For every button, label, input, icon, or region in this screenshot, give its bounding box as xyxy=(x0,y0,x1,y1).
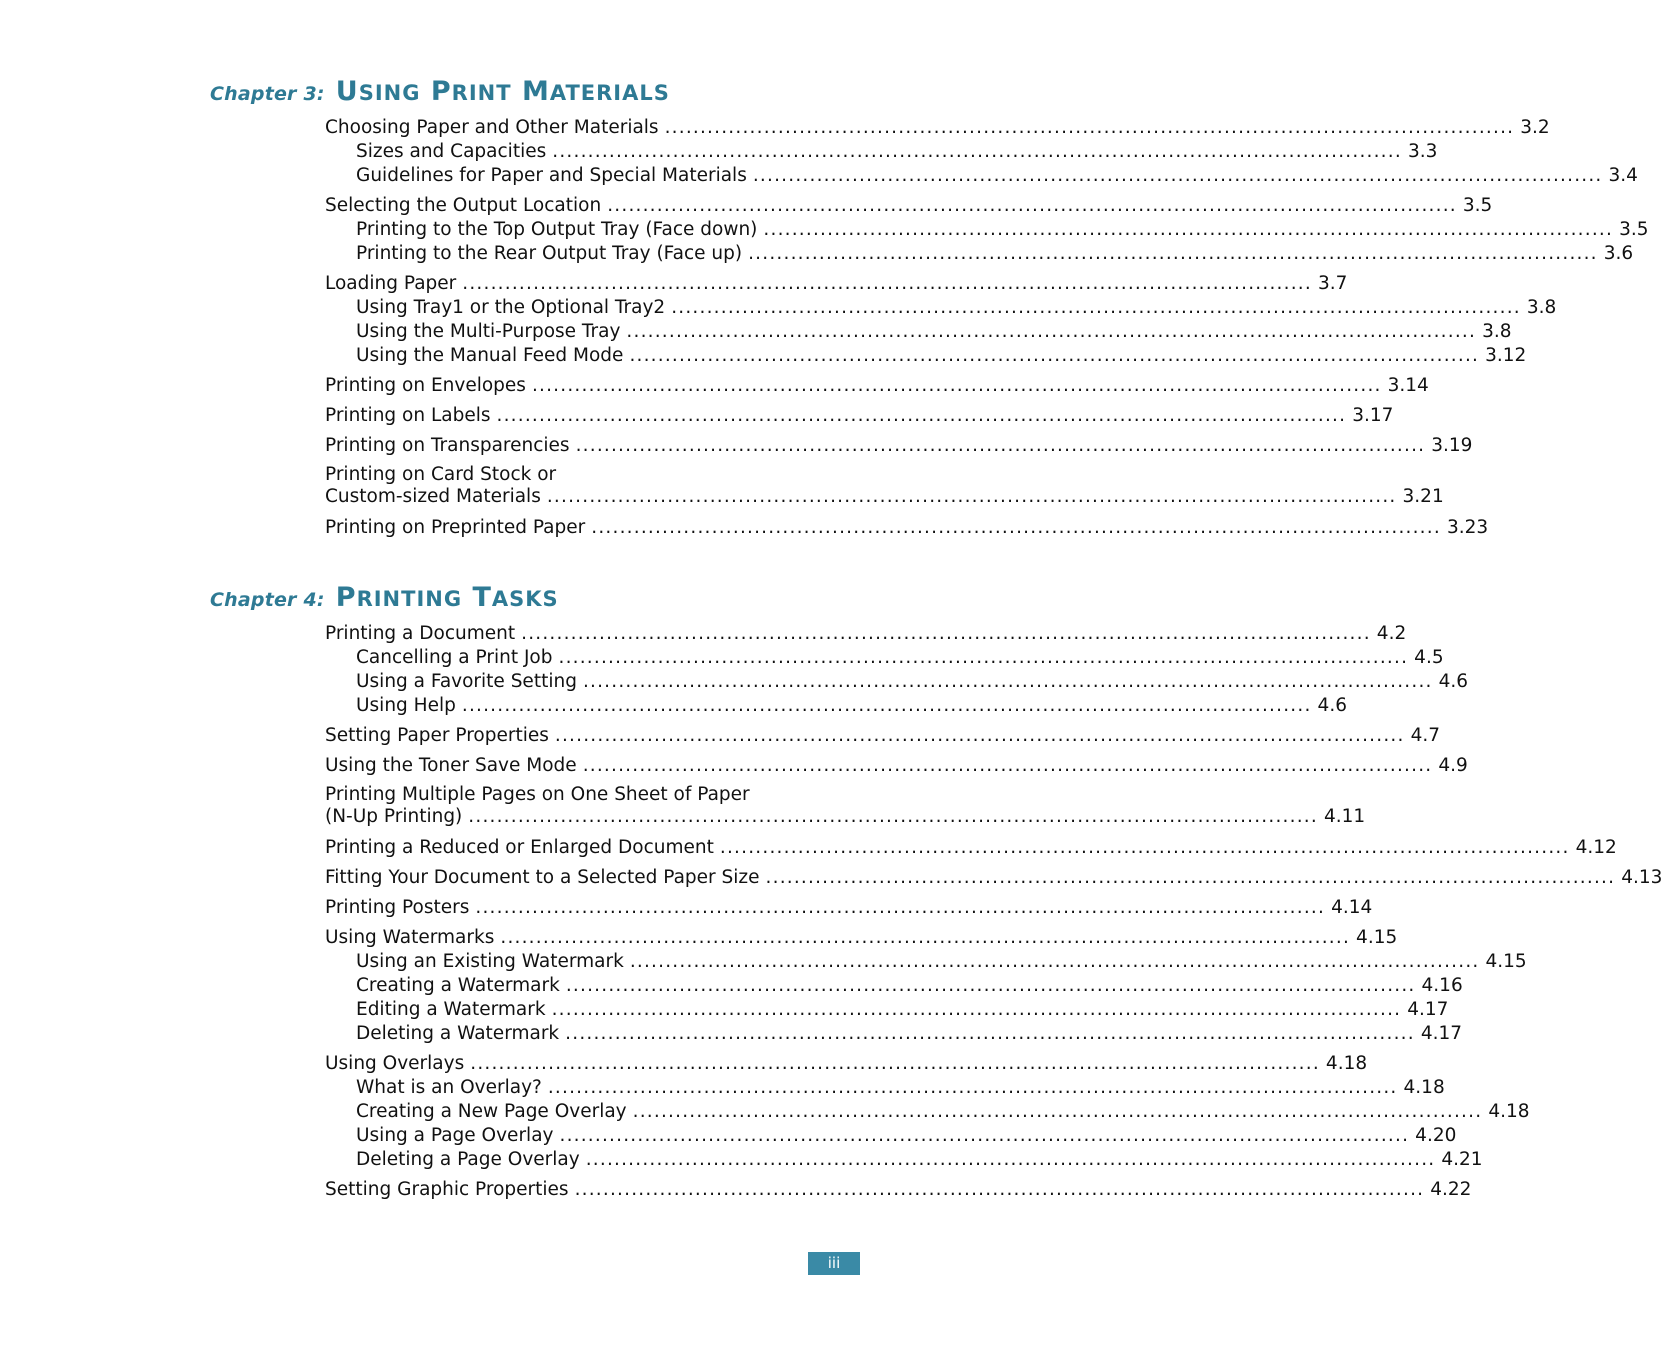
toc-leader-dots: ........................................................................................................................ xyxy=(475,897,1326,918)
toc-page-number: 4.20 xyxy=(1415,1125,1457,1146)
toc-leader-dots: ........................................................................................................................ xyxy=(565,1023,1415,1044)
toc-entry[interactable] xyxy=(325,404,1394,428)
toc-page-number: 4.13 xyxy=(1621,867,1662,888)
toc-entry-row xyxy=(325,434,1473,458)
toc-page-number: 4.18 xyxy=(1325,1053,1368,1074)
toc-page-number: 4.6 xyxy=(1438,671,1469,692)
toc-page-number: 3.8 xyxy=(1526,297,1557,318)
toc-entry[interactable] xyxy=(356,344,1527,368)
toc-page-number: 3.23 xyxy=(1446,517,1489,538)
toc-entry-title: Using the Manual Feed Mode xyxy=(356,345,624,366)
toc-entry-title: Printing on Envelopes xyxy=(325,375,526,396)
toc-entry[interactable] xyxy=(356,242,1634,266)
toc-entry[interactable] xyxy=(325,622,1407,646)
toc-entry-title: Printing on Transparencies xyxy=(325,435,570,456)
toc-entry[interactable] xyxy=(325,1052,1368,1076)
toc-leader-dots: ........................................................................................................................ xyxy=(565,975,1416,996)
toc-entry[interactable] xyxy=(356,1124,1457,1148)
toc-leader-dots: ........................................................................................................................ xyxy=(591,517,1441,538)
toc-entry-row xyxy=(325,806,1366,828)
toc-entry-row xyxy=(356,242,1634,266)
toc-entry-title: Using Help xyxy=(356,695,456,716)
toc-leader-dots: ........................................................................................................................ xyxy=(752,165,1603,186)
toc-entry[interactable] xyxy=(325,272,1348,296)
toc-entry-title: Fitting Your Document to a Selected Paper Size xyxy=(325,867,760,888)
toc-entry-row xyxy=(325,926,1398,950)
toc-entry-title: Editing a Watermark xyxy=(356,999,546,1020)
title-rest: RINTING xyxy=(356,587,463,611)
toc-page-number: 3.14 xyxy=(1387,375,1429,396)
title-word xyxy=(336,76,421,107)
toc-entry-title: Setting Paper Properties xyxy=(325,725,549,746)
toc-entry-title: Using Tray1 or the Optional Tray2 xyxy=(356,297,666,318)
toc-leader-dots: ........................................................................................................................ xyxy=(500,927,1351,948)
toc-page-number: 3.6 xyxy=(1603,243,1634,264)
toc-page-number: 4.6 xyxy=(1317,695,1347,716)
toc-entry-row xyxy=(356,320,1512,344)
toc-page-number: 3.19 xyxy=(1431,435,1473,456)
toc-entry-row xyxy=(356,296,1557,320)
toc-entry-row xyxy=(325,866,1662,890)
toc-entry[interactable] xyxy=(325,866,1662,890)
toc-leader-dots: ........................................................................................................................ xyxy=(765,867,1616,888)
chapter-3-heading xyxy=(210,76,670,107)
toc-page-number: 4.12 xyxy=(1575,837,1617,858)
toc-entry-row xyxy=(356,164,1638,188)
toc-leader-dots: ........................................................................................................................ xyxy=(554,725,1405,746)
toc-leader-dots: ........................................................................................................................ xyxy=(552,141,1402,162)
title-word xyxy=(336,582,462,613)
chapter-3-title xyxy=(336,76,670,107)
toc-entry-row xyxy=(356,218,1649,242)
toc-entry-row xyxy=(325,116,1550,140)
toc-entry-title: Printing Posters xyxy=(325,897,470,918)
toc-entry[interactable] xyxy=(325,926,1398,950)
toc-entry-row xyxy=(325,1052,1368,1076)
toc-entry-row xyxy=(325,622,1407,646)
toc-entry[interactable] xyxy=(356,296,1557,320)
toc-entry-row xyxy=(356,1022,1463,1046)
toc-leader-dots: ........................................................................................................................ xyxy=(632,1101,1483,1122)
toc-page-number: 4.16 xyxy=(1421,975,1463,996)
toc-leader-dots: ........................................................................................................................ xyxy=(496,405,1347,426)
toc-entry-title: Using the Multi-Purpose Tray xyxy=(356,321,621,342)
toc-entry-title: What is an Overlay? xyxy=(356,1077,542,1098)
toc-page-number: 3.3 xyxy=(1407,141,1438,162)
toc-leader-dots: ........................................................................................................................ xyxy=(551,999,1402,1020)
toc-leader-dots: ........................................................................................................................ xyxy=(582,755,1433,776)
toc-entry[interactable] xyxy=(325,434,1473,458)
title-initial: M xyxy=(521,76,550,107)
toc-entry-title: Using Overlays xyxy=(325,1053,465,1074)
toc-entry-title: Cancelling a Print Job xyxy=(356,647,553,668)
toc-entry[interactable] xyxy=(325,896,1373,920)
chapter-3-entries xyxy=(325,116,1649,540)
toc-page-number: 4.18 xyxy=(1488,1101,1530,1122)
title-rest: SING xyxy=(358,81,421,105)
toc-page-number: 4.11 xyxy=(1323,806,1366,827)
toc-entry[interactable] xyxy=(325,1178,1472,1202)
toc-page-number: 4.5 xyxy=(1414,647,1444,668)
toc-page-number: 3.5 xyxy=(1619,219,1649,240)
toc-page-number: 4.15 xyxy=(1356,927,1398,948)
title-rest: ATERIALS xyxy=(549,81,670,105)
toc-entry[interactable] xyxy=(356,670,1469,694)
title-rest: RINT xyxy=(451,81,512,105)
toc-entry-title: (N-Up Printing) xyxy=(325,806,463,827)
toc-entry-first-line: Printing on Card Stock or xyxy=(325,464,557,485)
toc-entry-title: Using an Existing Watermark xyxy=(356,951,624,972)
toc-entry-row xyxy=(325,272,1348,296)
toc-entry-title: Printing a Reduced or Enlarged Document xyxy=(325,837,714,858)
toc-entry[interactable] xyxy=(356,646,1444,670)
toc-leader-dots: ........................................................................................................................ xyxy=(763,219,1614,240)
toc-page-number: 3.5 xyxy=(1462,195,1493,216)
toc-entry[interactable] xyxy=(325,374,1429,398)
chapter-4-title xyxy=(336,582,559,613)
toc-page-number: 4.15 xyxy=(1485,951,1527,972)
toc-entry[interactable] xyxy=(356,974,1463,998)
toc-entry-row xyxy=(325,194,1493,218)
toc-entry[interactable] xyxy=(325,464,1444,510)
toc-entry-title: Creating a Watermark xyxy=(356,975,560,996)
toc-page-number: 4.18 xyxy=(1403,1077,1445,1098)
toc-page-number: 4.9 xyxy=(1438,755,1468,776)
toc-leader-dots: ........................................................................................................................ xyxy=(574,1179,1425,1200)
toc-leader-dots: ........................................................................................................................ xyxy=(585,1149,1436,1170)
toc-entry-row xyxy=(356,140,1438,164)
toc-entry[interactable] xyxy=(356,218,1649,242)
toc-entry-title: Printing a Document xyxy=(325,623,516,644)
toc-entry-row xyxy=(325,836,1617,860)
title-word xyxy=(472,582,558,613)
toc-entry[interactable] xyxy=(325,836,1617,860)
toc-entry-row xyxy=(356,1100,1530,1124)
toc-page-number: 4.17 xyxy=(1420,1023,1463,1044)
toc-leader-dots: ........................................................................................................................ xyxy=(461,695,1312,716)
toc-entry-title: Selecting the Output Location xyxy=(325,195,602,216)
toc-entry[interactable] xyxy=(325,724,1440,748)
toc-entry-title: Printing on Labels xyxy=(325,405,491,426)
toc-leader-dots: ........................................................................................................................ xyxy=(582,671,1433,692)
toc-leader-dots: ........................................................................................................................ xyxy=(575,435,1426,456)
toc-entry-row xyxy=(356,950,1527,974)
toc-entry[interactable] xyxy=(356,164,1638,188)
toc-leader-dots: ........................................................................................................................ xyxy=(470,1053,1320,1074)
toc-leader-dots: ........................................................................................................................ xyxy=(626,321,1477,342)
toc-entry[interactable] xyxy=(325,194,1493,218)
toc-page-number: 3.2 xyxy=(1520,117,1550,138)
chapter-4-label: Chapter 4: xyxy=(210,589,325,611)
toc-entry[interactable] xyxy=(325,516,1489,540)
toc-page-number: 3.4 xyxy=(1608,165,1638,186)
toc-entry[interactable] xyxy=(325,116,1550,140)
toc-entry-title: Using the Toner Save Mode xyxy=(325,755,577,776)
toc-entry-row xyxy=(356,998,1449,1022)
toc-entry-row xyxy=(356,670,1469,694)
toc-leader-dots: ........................................................................................................................ xyxy=(671,297,1521,318)
toc-page-number: 3.21 xyxy=(1402,486,1444,507)
toc-entry[interactable] xyxy=(356,950,1527,974)
toc-entry-row xyxy=(325,374,1429,398)
toc-entry-row xyxy=(325,724,1440,748)
toc-leader-dots: ........................................................................................................................ xyxy=(748,243,1598,264)
toc-entry-title: Using a Favorite Setting xyxy=(356,671,577,692)
toc-entry-row xyxy=(325,404,1394,428)
toc-page-number: 3.17 xyxy=(1352,405,1394,426)
toc-leader-dots: ........................................................................................................................ xyxy=(607,195,1457,216)
toc-entry-title: Printing to the Top Output Tray (Face down) xyxy=(356,219,758,240)
toc-entry[interactable] xyxy=(356,1100,1530,1124)
toc-entry-row xyxy=(325,1178,1472,1202)
toc-entry[interactable] xyxy=(356,1022,1463,1046)
toc-leader-dots: ........................................................................................................................ xyxy=(462,273,1312,294)
toc-page-number: 4.22 xyxy=(1430,1179,1472,1200)
toc-leader-dots: ........................................................................................................................ xyxy=(558,647,1409,668)
toc-entry-title: Setting Graphic Properties xyxy=(325,1179,569,1200)
toc-entry-row xyxy=(356,344,1527,368)
toc-entry[interactable] xyxy=(356,1076,1445,1100)
toc-entry[interactable] xyxy=(325,754,1468,778)
title-initial: P xyxy=(430,76,452,107)
toc-page-number: 4.7 xyxy=(1410,725,1440,746)
toc-entry[interactable] xyxy=(356,998,1449,1022)
title-initial: T xyxy=(472,582,492,613)
toc-entry-title: Guidelines for Paper and Special Materials xyxy=(356,165,747,186)
toc-leader-dots: ........................................................................................................................ xyxy=(546,486,1397,507)
title-initial: P xyxy=(335,582,357,613)
toc-leader-dots: ........................................................................................................................ xyxy=(547,1077,1398,1098)
chapter-4-entries xyxy=(325,622,1662,1202)
toc-entry-row xyxy=(356,694,1347,718)
toc-entry[interactable] xyxy=(325,784,1366,830)
toc-entry-row xyxy=(325,896,1373,920)
toc-page-number: 4.14 xyxy=(1331,897,1373,918)
toc-entry-title: Printing to the Rear Output Tray (Face up) xyxy=(356,243,743,264)
toc-entry[interactable] xyxy=(356,1148,1483,1172)
title-word xyxy=(431,76,512,107)
toc-entry-row xyxy=(325,754,1468,778)
toc-entry-row xyxy=(356,974,1463,998)
toc-entry-row xyxy=(325,486,1444,508)
toc-leader-dots: ........................................................................................................................ xyxy=(531,375,1382,396)
title-word xyxy=(522,76,670,107)
toc-entry[interactable] xyxy=(356,320,1512,344)
toc-page-number: 4.21 xyxy=(1441,1149,1483,1170)
title-initial: U xyxy=(335,76,359,107)
toc-page-number: 3.7 xyxy=(1317,273,1348,294)
toc-leader-dots: ........................................................................................................................ xyxy=(664,117,1515,138)
toc-page-number: 3.8 xyxy=(1482,321,1512,342)
toc-entry[interactable] xyxy=(356,694,1347,718)
toc-entry-title: Creating a New Page Overlay xyxy=(356,1101,627,1122)
toc-entry-title: Choosing Paper and Other Materials xyxy=(325,117,659,138)
toc-page-number: 4.17 xyxy=(1407,999,1449,1020)
toc-leader-dots: ........................................................................................................................ xyxy=(521,623,1371,644)
toc-entry-title: Deleting a Watermark xyxy=(356,1023,560,1044)
toc-entry-row xyxy=(356,646,1444,670)
toc-leader-dots: ........................................................................................................................ xyxy=(629,345,1480,366)
toc-entry-row xyxy=(356,1124,1457,1148)
toc-page-number: 3.12 xyxy=(1485,345,1527,366)
toc-leader-dots: ........................................................................................................................ xyxy=(629,951,1480,972)
toc-entry-title: Custom-sized Materials xyxy=(325,486,541,507)
toc-entry-first-line: Printing Multiple Pages on One Sheet of Paper xyxy=(325,784,750,805)
toc-entry-row xyxy=(325,516,1489,540)
chapter-4-heading xyxy=(210,582,559,613)
toc-entry-title: Sizes and Capacities xyxy=(356,141,547,162)
toc-entry-title: Deleting a Page Overlay xyxy=(356,1149,580,1170)
toc-entry-row xyxy=(356,1076,1445,1100)
toc-entry-title: Using a Page Overlay xyxy=(356,1125,554,1146)
toc-leader-dots: ........................................................................................................................ xyxy=(719,837,1570,858)
toc-entry-title: Using Watermarks xyxy=(325,927,495,948)
toc-leader-dots: ........................................................................................................................ xyxy=(559,1125,1410,1146)
toc-entry[interactable] xyxy=(356,140,1438,164)
toc-entry-row xyxy=(356,1148,1483,1172)
toc-entry-title: Loading Paper xyxy=(325,273,457,294)
title-rest: ASKS xyxy=(491,587,559,611)
toc-page-number: 4.2 xyxy=(1376,623,1407,644)
toc-leader-dots: ........................................................................................................................ xyxy=(468,806,1318,827)
page-number-badge: iii xyxy=(808,1252,860,1275)
chapter-3-label: Chapter 3: xyxy=(210,83,325,105)
toc-entry-title: Printing on Preprinted Paper xyxy=(325,517,586,538)
